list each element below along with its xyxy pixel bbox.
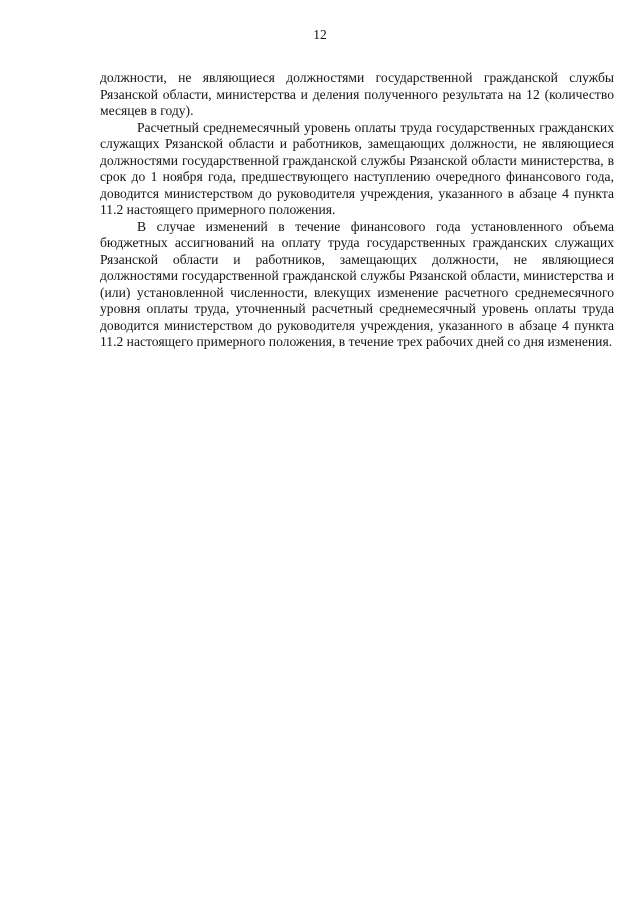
page-number: 12 bbox=[313, 27, 327, 42]
paragraph-continuation: должности, не являющиеся должностями государственной гражданской службы Рязанской области, министерства и деления полученного результата на 12 (количество месяцев в году). bbox=[100, 70, 614, 118]
document-body bbox=[100, 70, 614, 351]
paragraph-salary-level-changes: В случае изменений в течение финансового года установленного объема бюджетных ассигнований на оплату труда государственных гражданских служащих Рязанской области и работников, замещающих должности, не являющиеся должностями государственной гражданской службы Рязанской области, министерства и (или) установленной численности, влекущих изменение расчетного среднемесячного уровня оплаты труда, уточненный расчетный среднемесячный уровень оплаты труда доводится министерством до руководителя учреждения, указанного в абзаце 4 пункта 11.2 настоящего примерного положения, в течение трех рабочих дней со дня изменения. bbox=[100, 218, 614, 349]
paragraph-salary-level-deadline: Расчетный среднемесячный уровень оплаты труда государственных гражданских служащих Рязанской области и работников, замещающих должности, не являющиеся должностями государственной гражданской службы Рязанской области министерства, в срок до 1 ноября года, предшествующего наступлению очередного финансового года, доводится министерством до руководителя учреждения, указанного в абзаце 4 пункта 11.2 настоящего примерного положения. bbox=[100, 119, 614, 217]
